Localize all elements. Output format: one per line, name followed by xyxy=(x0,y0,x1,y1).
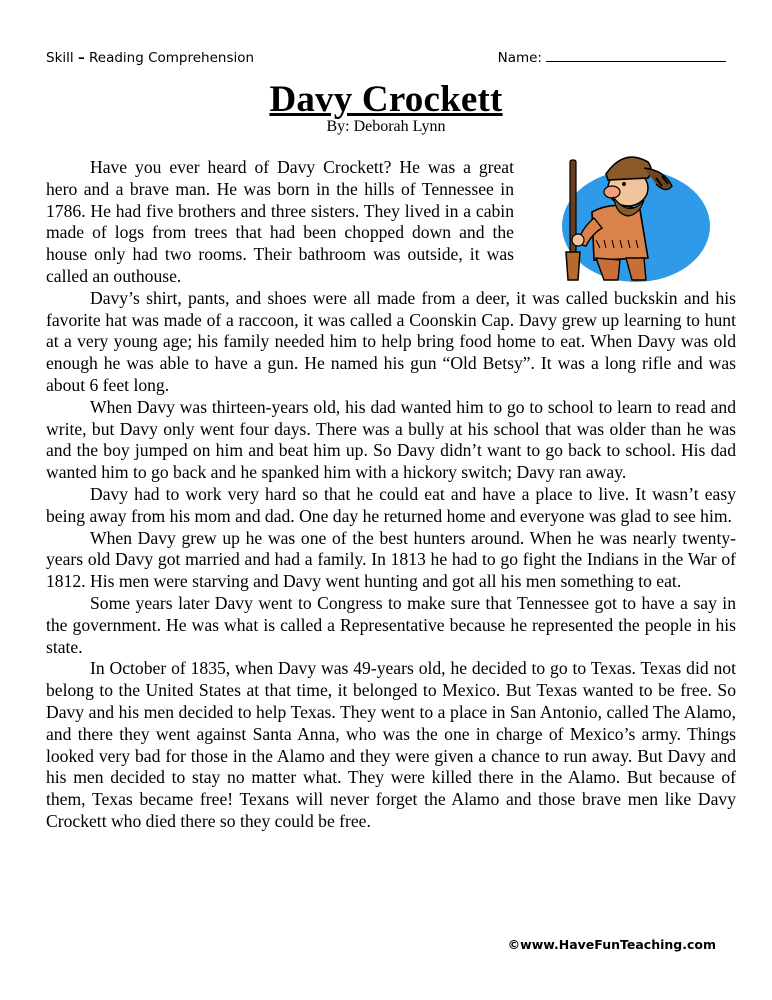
story-paragraph: In October of 1835, when Davy was 49-years old, he decided to go to Texas. Texas did not belong to the United States at that time, it belonged to Mexico. But Texas wanted to be free. So Davy and his men decided to help Texas. They went to a place in San Antonio, called The Alamo, and there they went against Santa Anna, who was the one in charge of Mexico’s army. Things looked very bad for those in the Alamo and they were given a chance to run away. But Davy and his men decided to stay no matter what. They were killed there in the Alamo. But because of them, Texas became free! Texans will never forget the Alamo and those brave men like Davy Crockett who died there so they could be free. xyxy=(46,658,736,831)
name-blank-line[interactable] xyxy=(546,51,726,62)
name-label: Name: xyxy=(497,50,542,66)
story-paragraph: When Davy grew up he was one of the best hunters around. When he was nearly twenty-years old Davy got married and had a family. In 1813 he had to go fight the Indians in the War of 1812. His men were starving and Davy went hunting and got all his men something to eat. xyxy=(46,527,736,592)
story-paragraph: Davy’s shirt, pants, and shoes were all made from a deer, it was called buckskin and his favorite hat was made of a raccoon, it was called a Coonskin Cap. Davy grew up learning to hunt at a very young age; his family needed him to help bring food home to eat. When Davy was old enough he was able to have a gun. He named his gun “Old Betsy”. It was a long rifle and was about 6 feet long. xyxy=(46,287,736,395)
skill-dash: – xyxy=(77,50,85,66)
skill-label xyxy=(46,50,254,66)
worksheet-header xyxy=(46,50,726,72)
skill-prefix: Skill xyxy=(46,50,74,66)
story-paragraph: Have you ever heard of Davy Crockett? He was a great hero and a brave man. He was born in the hills of Tennessee in 1786. He had five brothers and three sisters. They lived in a cabin made of logs from trees that had been chopped down and the house only had two rooms. Their bathroom was outside, it was called an outhouse. xyxy=(46,157,514,286)
author-byline: By: Deborah Lynn xyxy=(326,118,446,135)
story-paragraph: Some years later Davy went to Congress to make sure that Tennessee got to have a say in the government. He was what is called a Representative because he represented the people in his state. xyxy=(46,592,736,657)
story-paragraph: Davy had to work very hard so that he could eat and have a place to live. It wasn’t easy being away from his mom and dad. One day he returned home and everyone was glad to see him. xyxy=(46,483,736,526)
story-body xyxy=(46,157,736,833)
copyright-footer: ©www.HaveFunTeaching.com xyxy=(507,937,716,952)
name-field[interactable] xyxy=(498,50,726,66)
skill-topic: Reading Comprehension xyxy=(88,50,255,66)
page-title: Davy Crockett xyxy=(269,79,503,120)
story-paragraph: When Davy was thirteen-years old, his dad wanted him to go to school to learn to read and write, but Davy only went four days. There was a bully at his school that was older than he was and the boy jumped on him and beat him up. So Davy didn’t want to go back to school. His dad wanted him to go back and he spanked him with a hickory switch; Davy ran away. xyxy=(46,396,736,483)
